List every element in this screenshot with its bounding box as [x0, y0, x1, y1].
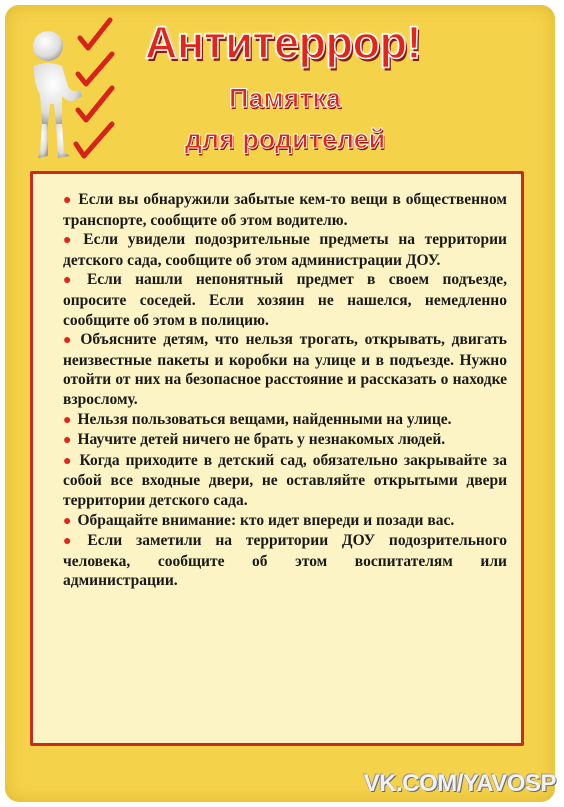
list-item: [63, 451, 507, 511]
bullet-dot-icon: ●: [63, 513, 72, 529]
bullet-dot-icon: ●: [63, 273, 81, 289]
list-item-text: Если увидели подозрительные предметы на территории детского сада, сообщите об этом администрации ДОУ.: [63, 231, 507, 269]
list-item-text: Нельзя пользоваться вещами, найденными на улице.: [77, 410, 452, 428]
person-figure-icon: [18, 16, 138, 166]
list-item: [63, 190, 507, 230]
page-title: Антитеррор!: [145, 17, 421, 68]
list-item: [63, 430, 507, 451]
watermark: VK.COM/YAVOSP: [363, 770, 556, 797]
list-item: [63, 270, 507, 330]
list-item: [63, 531, 507, 591]
list-item: [63, 511, 507, 532]
list-item-text: Когда приходите в детский сад, обязательно закрывайте за собой все входные двери, не оставляйте открытыми двери территории детского сада.: [63, 451, 507, 509]
bullet-dot-icon: ●: [63, 412, 72, 428]
memo-list: [63, 190, 507, 591]
list-item-text: Обращайте внимание: кто идет впереди и позади вас.: [77, 511, 455, 529]
list-item-text: Если вы обнаружили забытые кем-то вещи в общественном транспорте, сообщите об этом водителю.: [63, 191, 507, 229]
bullet-dot-icon: ●: [63, 193, 73, 208]
bullet-dot-icon: ●: [63, 433, 72, 449]
list-item-text: Научите детей ничего не брать у незнакомых людей.: [77, 431, 446, 449]
subtitle-line-1: Памятка: [229, 83, 341, 113]
list-item-text: Объясните детям, что нельзя трогать, открывать, двигать неизвестные пакеты и коробки на улице и в подъезде. Нужно отойти от них на безопасное расстояние и рассказать о находке взрослому.: [63, 331, 507, 408]
list-item: [63, 330, 507, 409]
bullet-dot-icon: ●: [63, 333, 75, 349]
bullet-dot-icon: ●: [63, 233, 78, 249]
checkmark-icon: [76, 20, 112, 156]
list-item-text: Если нашли непонятный предмет в своем подъезде, опросите соседей. Если хозяин не нашелся, немедленно сообщите об этом в полицию.: [63, 271, 507, 329]
subtitle-line-2: для родителей: [184, 124, 386, 154]
list-item-text: Если заметили на территории ДОУ подозрительного человека, сообщите об этом воспитателям или администрации.: [63, 532, 507, 590]
bullet-dot-icon: ●: [63, 534, 82, 550]
bullet-dot-icon: ●: [63, 453, 74, 469]
list-item: [63, 230, 507, 270]
memo-panel: [30, 171, 524, 746]
list-item: [63, 410, 507, 431]
